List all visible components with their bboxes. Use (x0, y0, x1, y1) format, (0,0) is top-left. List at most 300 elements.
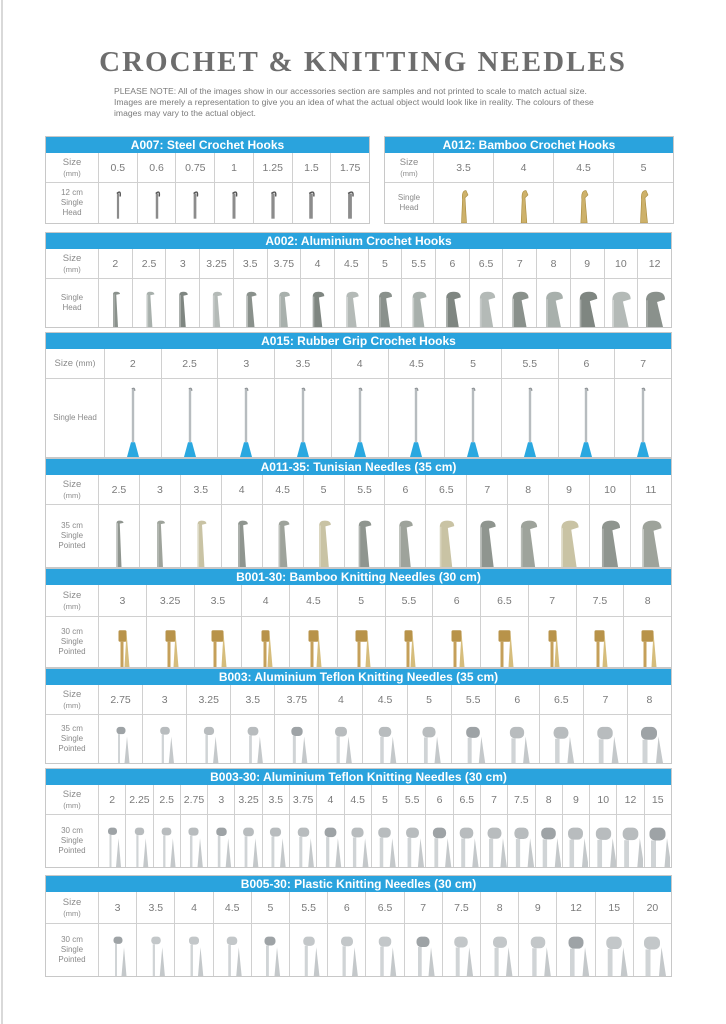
size-cell: 4.5 (213, 892, 251, 923)
tunisian-hook-image (548, 505, 589, 567)
size-cell: 5 (337, 585, 385, 616)
steel-hook-image (98, 183, 137, 223)
size-cell: 4.5 (289, 585, 337, 616)
plastic-needle-image (98, 924, 136, 976)
table-title: A007: Steel Crochet Hooks (46, 137, 369, 153)
plastic-needle-image (327, 924, 365, 976)
plastic-needle-image (480, 924, 518, 976)
tunisian-hook-image (425, 505, 466, 567)
size-unit-text: (mm) (63, 601, 81, 611)
size-cell: 2.5 (132, 249, 166, 278)
size-cell: 12 (637, 249, 671, 278)
row-label: Single Head (60, 293, 84, 312)
size-cell: 3 (165, 249, 199, 278)
size-unit-text: (mm) (63, 490, 81, 500)
size-cell: 8 (480, 892, 518, 923)
product-table (45, 332, 672, 458)
aluminium-hook-image (401, 279, 435, 327)
teflon-needle-image (344, 815, 371, 867)
size-cell: 2 (98, 785, 125, 814)
size-cell: 4.5 (344, 785, 371, 814)
size-cell: 2.75 (98, 685, 142, 714)
size-cell: 6.5 (365, 892, 403, 923)
image-row (46, 924, 671, 976)
teflon-needle-image (616, 815, 643, 867)
rubber-grip-hook-image (558, 379, 615, 457)
bamboo-needle-image (576, 617, 624, 667)
rubber-grip-hook-image (161, 379, 218, 457)
table-title: A015: Rubber Grip Crochet Hooks (46, 333, 671, 349)
plastic-needle-image (556, 924, 594, 976)
teflon-needle-image (262, 815, 289, 867)
size-cell: 4.5 (262, 475, 303, 504)
size-cell: 1.5 (292, 153, 331, 182)
teflon-needle-image (230, 715, 274, 763)
size-cell: 2.25 (125, 785, 152, 814)
table-title: A011-35: Tunisian Needles (35 cm) (46, 459, 671, 475)
size-unit-text: (mm) (63, 700, 81, 710)
table-title: B003: Aluminium Teflon Knitting Needles (35 cm) (46, 669, 671, 685)
size-cell: 7 (404, 892, 442, 923)
size-cell: 3 (139, 475, 180, 504)
size-cell: 5 (444, 349, 501, 378)
tunisian-hook-image (139, 505, 180, 567)
size-cell: 6 (384, 475, 425, 504)
aluminium-hook-image (637, 279, 671, 327)
size-label-text: Size (62, 896, 82, 908)
size-cell: 5.5 (385, 585, 433, 616)
teflon-needle-image (453, 815, 480, 867)
plastic-needle-image (442, 924, 480, 976)
teflon-needle-image (98, 715, 142, 763)
size-label (46, 585, 98, 616)
aluminium-hook-image (604, 279, 638, 327)
size-row (46, 349, 671, 379)
size-cell: 1.25 (253, 153, 292, 182)
size-cell: 7 (583, 685, 627, 714)
teflon-needle-image (289, 815, 316, 867)
size-cell: 4.5 (553, 153, 613, 182)
size-cell: 6 (432, 585, 480, 616)
size-cell: 10 (589, 475, 630, 504)
size-cell: 5.5 (289, 892, 327, 923)
size-cell: 3 (207, 785, 234, 814)
rubber-grip-hook-image (331, 379, 388, 457)
bamboo-needle-image (146, 617, 194, 667)
size-cell: 6 (327, 892, 365, 923)
size-label (46, 349, 104, 378)
size-cell: 4 (241, 585, 289, 616)
aluminium-hook-image (536, 279, 570, 327)
rubber-grip-hook-image (388, 379, 445, 457)
size-cell: 9 (570, 249, 604, 278)
size-cell: 3 (217, 349, 274, 378)
image-row (46, 715, 671, 763)
row-label: Single Head (397, 193, 421, 212)
size-cell: 3.5 (180, 475, 221, 504)
product-table (384, 136, 674, 224)
table-title: A002: Aluminium Crochet Hooks (46, 233, 671, 249)
size-unit-text: (mm) (63, 264, 81, 274)
teflon-needle-image (407, 715, 451, 763)
size-cell: 3.5 (194, 585, 242, 616)
size-cell: 3.5 (433, 153, 493, 182)
teflon-needle-image (362, 715, 406, 763)
size-unit-text: (mm) (75, 358, 96, 368)
plastic-needle-image (404, 924, 442, 976)
size-cell: 10 (604, 249, 638, 278)
teflon-needle-image (316, 815, 343, 867)
size-cell: 5.5 (398, 785, 425, 814)
size-label-text: Size (399, 156, 419, 168)
tunisian-hook-image (303, 505, 344, 567)
size-cell: 2.5 (98, 475, 139, 504)
teflon-needle-image (371, 815, 398, 867)
size-cell: 3.25 (146, 585, 194, 616)
tunisian-hook-image (589, 505, 630, 567)
tunisian-hook-image (344, 505, 385, 567)
size-label-text: Size (62, 252, 82, 264)
teflon-needle-image (186, 715, 230, 763)
size-row (46, 685, 671, 715)
size-row (46, 585, 671, 617)
size-label (46, 685, 98, 714)
size-label (46, 892, 98, 923)
teflon-needle-image (398, 815, 425, 867)
row-label: 35 cm Single Pointed (58, 724, 86, 753)
plastic-needle-image (365, 924, 403, 976)
size-cell: 2.5 (153, 785, 180, 814)
product-table (45, 875, 672, 977)
row-label: 30 cm Single Pointed (58, 826, 86, 855)
size-label (46, 153, 98, 182)
size-cell: 3.25 (186, 685, 230, 714)
aluminium-hook-image (165, 279, 199, 327)
teflon-needle-image (627, 715, 671, 763)
size-label-text: Size (62, 589, 82, 601)
tunisian-hook-image (630, 505, 671, 567)
steel-hook-image (175, 183, 214, 223)
size-cell: 8 (536, 249, 570, 278)
plastic-needle-image (174, 924, 212, 976)
aluminium-hook-image (300, 279, 334, 327)
table-title: B005-30: Plastic Knitting Needles (30 cm) (46, 876, 671, 892)
tunisian-hook-image (221, 505, 262, 567)
tunisian-hook-image (466, 505, 507, 567)
size-unit-text: (mm) (400, 168, 418, 178)
size-cell: 3.75 (289, 785, 316, 814)
steel-hook-image (137, 183, 176, 223)
size-row (46, 892, 671, 924)
size-cell: 8 (535, 785, 562, 814)
size-cell: 0.6 (137, 153, 176, 182)
table-title: B003-30: Aluminium Teflon Knitting Needles (30 cm) (46, 769, 671, 785)
steel-hook-image (330, 183, 369, 223)
size-row (385, 153, 673, 183)
teflon-needle-image (180, 815, 207, 867)
tunisian-hook-image (180, 505, 221, 567)
size-label (46, 785, 98, 814)
bamboo-needle-image (385, 617, 433, 667)
aluminium-hook-image (233, 279, 267, 327)
size-cell: 3 (142, 685, 186, 714)
teflon-needle-image (562, 815, 589, 867)
size-label (46, 475, 98, 504)
size-cell: 0.75 (175, 153, 214, 182)
teflon-needle-image (507, 815, 534, 867)
steel-hook-image (253, 183, 292, 223)
size-cell: 6.5 (539, 685, 583, 714)
bamboo-needle-image (337, 617, 385, 667)
size-cell: 7 (480, 785, 507, 814)
size-cell: 6 (425, 785, 452, 814)
aluminium-hook-image (267, 279, 301, 327)
size-cell: 3.25 (199, 249, 233, 278)
size-label (46, 249, 98, 278)
size-unit-text: (mm) (63, 800, 81, 810)
size-cell: 15 (595, 892, 633, 923)
size-row (46, 785, 671, 815)
size-cell: 0.5 (98, 153, 137, 182)
size-cell: 4.5 (334, 249, 368, 278)
teflon-needle-image (589, 815, 616, 867)
size-cell: 7.5 (507, 785, 534, 814)
size-cell: 4.5 (388, 349, 445, 378)
size-cell: 6 (435, 249, 469, 278)
row-label: Single Head (53, 413, 97, 422)
bamboo-needle-image (432, 617, 480, 667)
teflon-needle-image (495, 715, 539, 763)
size-cell: 9 (518, 892, 556, 923)
rubber-grip-hook-image (217, 379, 274, 457)
bamboo-needle-image (98, 617, 146, 667)
size-cell: 5.5 (501, 349, 558, 378)
size-cell: 5.5 (451, 685, 495, 714)
size-cell: 5 (371, 785, 398, 814)
bamboo-hook-image (433, 183, 493, 223)
size-cell: 6.5 (425, 475, 466, 504)
aluminium-hook-image (368, 279, 402, 327)
product-table (45, 458, 672, 568)
rubber-grip-hook-image (614, 379, 671, 457)
image-row (46, 617, 671, 667)
plastic-needle-image (595, 924, 633, 976)
aluminium-hook-image (132, 279, 166, 327)
size-cell: 7.5 (576, 585, 624, 616)
bamboo-needle-image (623, 617, 671, 667)
plastic-needle-image (251, 924, 289, 976)
rubber-grip-hook-image (274, 379, 331, 457)
row-label: 30 cm Single Pointed (58, 935, 86, 964)
size-cell: 8 (623, 585, 671, 616)
size-cell: 5 (251, 892, 289, 923)
teflon-needle-image (234, 815, 261, 867)
plastic-needle-image (289, 924, 327, 976)
size-cell: 3.5 (274, 349, 331, 378)
size-cell: 4 (174, 892, 212, 923)
size-cell: 9 (562, 785, 589, 814)
bamboo-needle-image (241, 617, 289, 667)
size-cell: 4 (300, 249, 334, 278)
table-title: B001-30: Bamboo Knitting Needles (30 cm) (46, 569, 671, 585)
table-title: A012: Bamboo Crochet Hooks (385, 137, 673, 153)
teflon-needle-image (142, 715, 186, 763)
disclaimer-note: PLEASE NOTE: All of the images show in our accessories section are samples and not printed to scale to match actual size. Images are merely a representation to give you an idea of what the actual object would look like in reality. The colours of these images may vary to the actual object. (114, 86, 594, 118)
page-title: CROCHET & KNITTING NEEDLES (99, 46, 627, 78)
size-cell: 7 (528, 585, 576, 616)
row-label: 35 cm Single Pointed (58, 521, 86, 550)
size-cell: 5 (613, 153, 673, 182)
size-cell: 11 (630, 475, 671, 504)
size-cell: 3.5 (136, 892, 174, 923)
row-label: 30 cm Single Pointed (58, 627, 86, 656)
size-unit-text: (mm) (63, 168, 81, 178)
teflon-needle-image (274, 715, 318, 763)
size-label-text: Size (62, 688, 82, 700)
bamboo-needle-image (528, 617, 576, 667)
teflon-needle-image (425, 815, 452, 867)
steel-hook-image (292, 183, 331, 223)
size-label-text: Size (62, 478, 82, 490)
teflon-needle-image (153, 815, 180, 867)
size-cell: 8 (507, 475, 548, 504)
size-cell: 7 (614, 349, 671, 378)
size-cell: 3.25 (234, 785, 261, 814)
size-cell: 5.5 (401, 249, 435, 278)
teflon-needle-image (125, 815, 152, 867)
plastic-needle-image (633, 924, 671, 976)
size-cell: 4 (331, 349, 388, 378)
size-cell: 4.5 (362, 685, 406, 714)
size-cell: 4 (493, 153, 553, 182)
bamboo-needle-image (289, 617, 337, 667)
plastic-needle-image (136, 924, 174, 976)
rubber-grip-hook-image (104, 379, 161, 457)
size-cell: 3.75 (267, 249, 301, 278)
size-cell: 9 (548, 475, 589, 504)
size-cell: 12 (556, 892, 594, 923)
size-cell: 1.75 (330, 153, 369, 182)
aluminium-hook-image (98, 279, 132, 327)
image-row (46, 815, 671, 867)
size-cell: 5 (303, 475, 344, 504)
teflon-needle-image (539, 715, 583, 763)
aluminium-hook-image (469, 279, 503, 327)
image-row (385, 183, 673, 223)
rubber-grip-hook-image (444, 379, 501, 457)
size-cell: 10 (589, 785, 616, 814)
plastic-needle-image (518, 924, 556, 976)
tunisian-hook-image (98, 505, 139, 567)
bamboo-hook-image (493, 183, 553, 223)
size-row (46, 153, 369, 183)
size-cell: 2 (98, 249, 132, 278)
size-cell: 2 (104, 349, 161, 378)
size-cell: 4 (316, 785, 343, 814)
size-cell: 6.5 (469, 249, 503, 278)
size-cell: 15 (644, 785, 671, 814)
size-cell: 5 (407, 685, 451, 714)
size-cell: 6.5 (480, 585, 528, 616)
aluminium-hook-image (570, 279, 604, 327)
size-cell: 20 (633, 892, 671, 923)
teflon-needle-image (535, 815, 562, 867)
size-cell: 3.5 (262, 785, 289, 814)
size-cell: 8 (627, 685, 671, 714)
product-table (45, 768, 672, 868)
size-label (385, 153, 433, 182)
size-cell: 12 (616, 785, 643, 814)
plastic-needle-image (213, 924, 251, 976)
teflon-needle-image (451, 715, 495, 763)
tunisian-hook-image (262, 505, 303, 567)
aluminium-hook-image (334, 279, 368, 327)
teflon-needle-image (318, 715, 362, 763)
size-cell: 4 (221, 475, 262, 504)
bamboo-hook-image (553, 183, 613, 223)
size-row (46, 475, 671, 505)
image-row (46, 279, 671, 327)
teflon-needle-image (644, 815, 671, 867)
page-edge-line (1, 0, 3, 1024)
size-cell: 6 (495, 685, 539, 714)
size-cell: 6.5 (453, 785, 480, 814)
tunisian-hook-image (507, 505, 548, 567)
steel-hook-image (214, 183, 253, 223)
product-table (45, 136, 370, 224)
rubber-grip-hook-image (501, 379, 558, 457)
teflon-needle-image (583, 715, 627, 763)
teflon-needle-image (207, 815, 234, 867)
bamboo-needle-image (480, 617, 528, 667)
size-unit-text: (mm) (63, 908, 81, 918)
size-cell: 2.75 (180, 785, 207, 814)
size-cell: 3.5 (233, 249, 267, 278)
size-label-text: Size (62, 788, 82, 800)
size-cell: 3 (98, 892, 136, 923)
size-cell: 6 (558, 349, 615, 378)
bamboo-hook-image (613, 183, 673, 223)
aluminium-hook-image (502, 279, 536, 327)
aluminium-hook-image (199, 279, 233, 327)
teflon-needle-image (98, 815, 125, 867)
size-cell: 2.5 (161, 349, 218, 378)
bamboo-needle-image (194, 617, 242, 667)
size-cell: 3.5 (230, 685, 274, 714)
size-cell: 3 (98, 585, 146, 616)
size-cell: 3.75 (274, 685, 318, 714)
product-table (45, 668, 672, 764)
size-cell: 7 (502, 249, 536, 278)
size-cell: 1 (214, 153, 253, 182)
product-table (45, 568, 672, 668)
image-row (46, 379, 671, 457)
teflon-needle-image (480, 815, 507, 867)
size-cell: 5.5 (344, 475, 385, 504)
aluminium-hook-image (435, 279, 469, 327)
size-cell: 7.5 (442, 892, 480, 923)
tunisian-hook-image (384, 505, 425, 567)
size-label-text: Size (54, 358, 73, 369)
image-row (46, 183, 369, 223)
size-cell: 4 (318, 685, 362, 714)
size-row (46, 249, 671, 279)
product-table (45, 232, 672, 328)
size-label-text: Size (62, 156, 82, 168)
size-cell: 5 (368, 249, 402, 278)
row-label: 12 cm Single Head (60, 188, 84, 217)
size-cell: 7 (466, 475, 507, 504)
